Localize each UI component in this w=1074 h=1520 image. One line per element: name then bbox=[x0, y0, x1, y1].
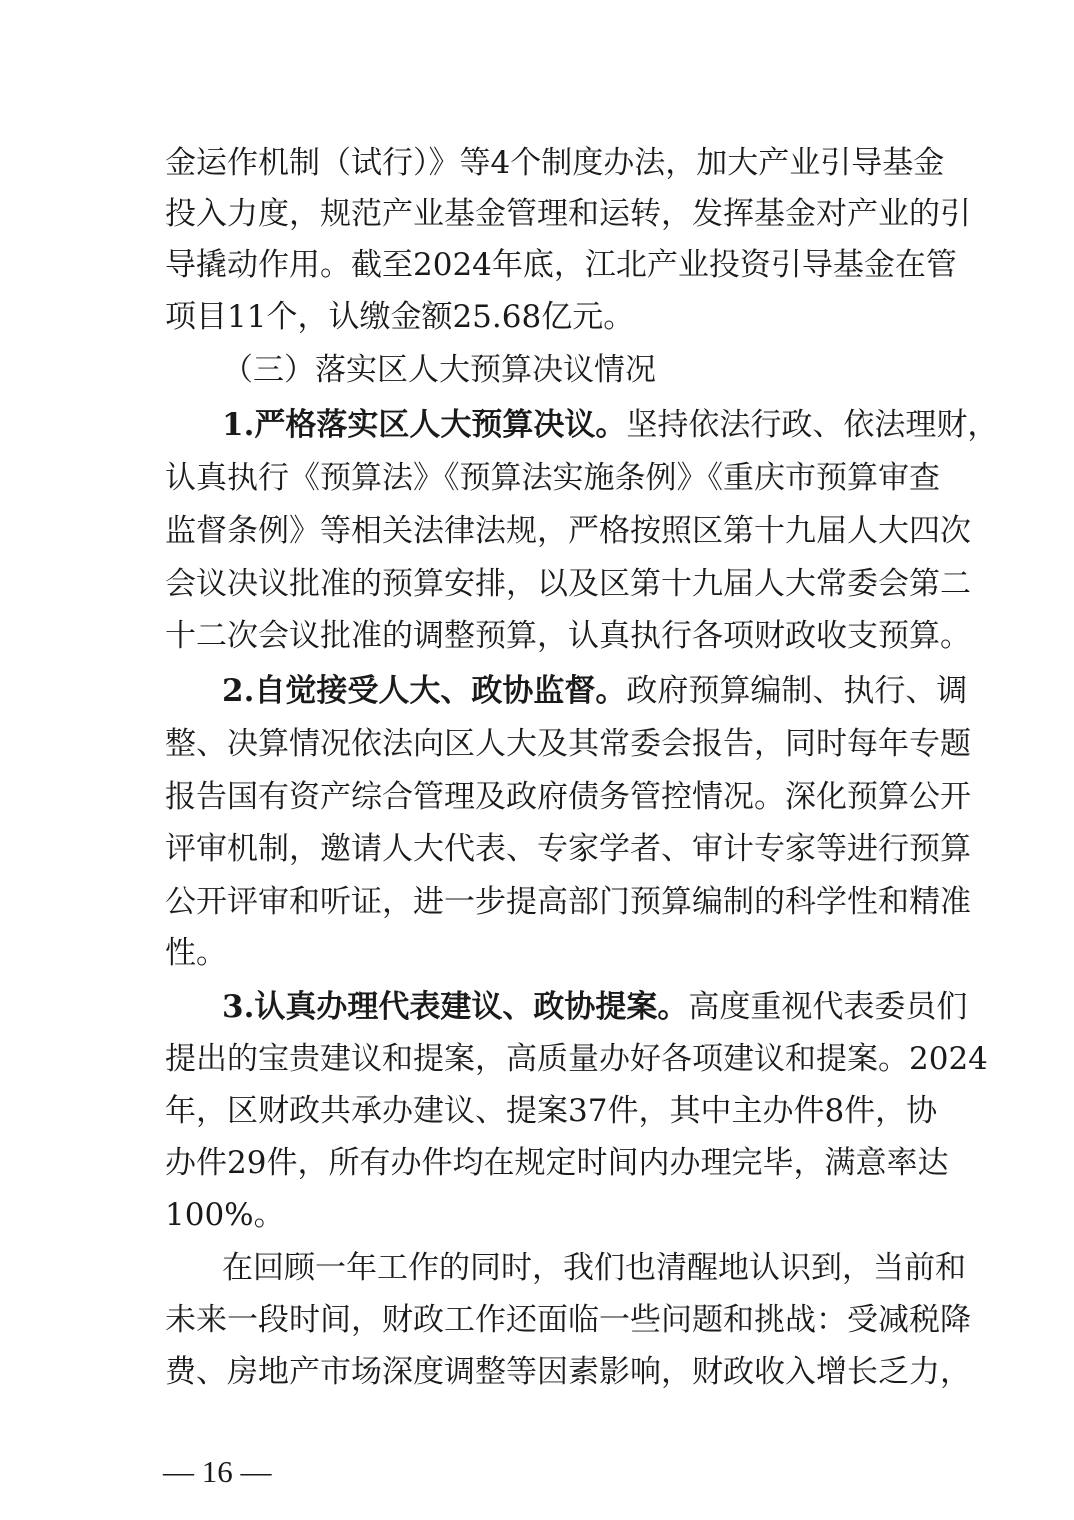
body-text-line: 年，区财政共承办建议、提案37件，其中主办件8件，协 bbox=[165, 1093, 938, 1129]
body-text-line: 导撬动作用。截至2024年底，江北产业投资引导基金在管 bbox=[165, 247, 957, 283]
body-text-line: 认真执行《预算法》《预算法实施条例》《重庆市预算审查 bbox=[165, 460, 940, 496]
body-text-line: 未来一段时间，财政工作还面临一些问题和挑战：受减税降 bbox=[165, 1302, 971, 1338]
item-first-line bbox=[222, 987, 968, 1027]
body-text-line: 投入力度，规范产业基金管理和运转，发挥基金对产业的引 bbox=[165, 196, 971, 232]
item-first-line bbox=[222, 671, 968, 711]
body-text-line: 性。 bbox=[165, 935, 227, 971]
item-text: 政府预算编制、执行、调 bbox=[626, 673, 968, 709]
body-text-line: 办件29件，所有办件均在规定时间内办理完毕，满意率达 bbox=[165, 1145, 949, 1181]
body-text-line: 金运作机制（试行）》等4个制度办法，加大产业引导基金 bbox=[165, 145, 945, 181]
body-text-line: 公开评审和听证，进一步提高部门预算编制的科学性和精准 bbox=[165, 884, 971, 920]
item-first-line bbox=[222, 405, 999, 445]
item-text: 高度重视代表委员们 bbox=[688, 989, 968, 1025]
body-text-line: 在回顾一年工作的同时，我们也清醒地认识到，当前和 bbox=[222, 1250, 966, 1286]
item-title: 2.自觉接受人大、政协监督。 bbox=[222, 673, 627, 709]
body-text-line: 整、决算情况依法向区人大及其常委会报告，同时每年专题 bbox=[165, 726, 971, 762]
body-text-line: 报告国有资产综合管理及政府债务管控情况。深化预算公开 bbox=[165, 779, 971, 815]
body-text-line: 100%。 bbox=[165, 1197, 285, 1233]
item-text: 坚持依法行政、依法理财， bbox=[626, 407, 999, 443]
section-heading: （三）落实区人大预算决议情况 bbox=[222, 352, 656, 388]
body-text-line: 监督条例》等相关法律法规，严格按照区第十九届人大四次 bbox=[165, 513, 971, 549]
body-text-line: 会议决议批准的预算安排，以及区第十九届人大常委会第二 bbox=[165, 566, 971, 602]
body-text-line: 十二次会议批准的调整预算，认真执行各项财政收支预算。 bbox=[165, 618, 971, 654]
body-text-line: 费、房地产市场深度调整等因素影响，财政收入增长乏力， bbox=[165, 1354, 971, 1390]
body-text-line: 提出的宝贵建议和提案，高质量办好各项建议和提案。2024 bbox=[165, 1041, 988, 1077]
item-title: 1.严格落实区人大预算决议。 bbox=[222, 407, 627, 443]
body-text-line: 评审机制，邀请人大代表、专家学者、审计专家等进行预算 bbox=[165, 831, 971, 867]
page-number: — 16 — bbox=[163, 1454, 272, 1489]
item-title: 3.认真办理代表建议、政协提案。 bbox=[222, 989, 689, 1025]
body-text-line: 项目11个，认缴金额25.68亿元。 bbox=[165, 299, 635, 335]
